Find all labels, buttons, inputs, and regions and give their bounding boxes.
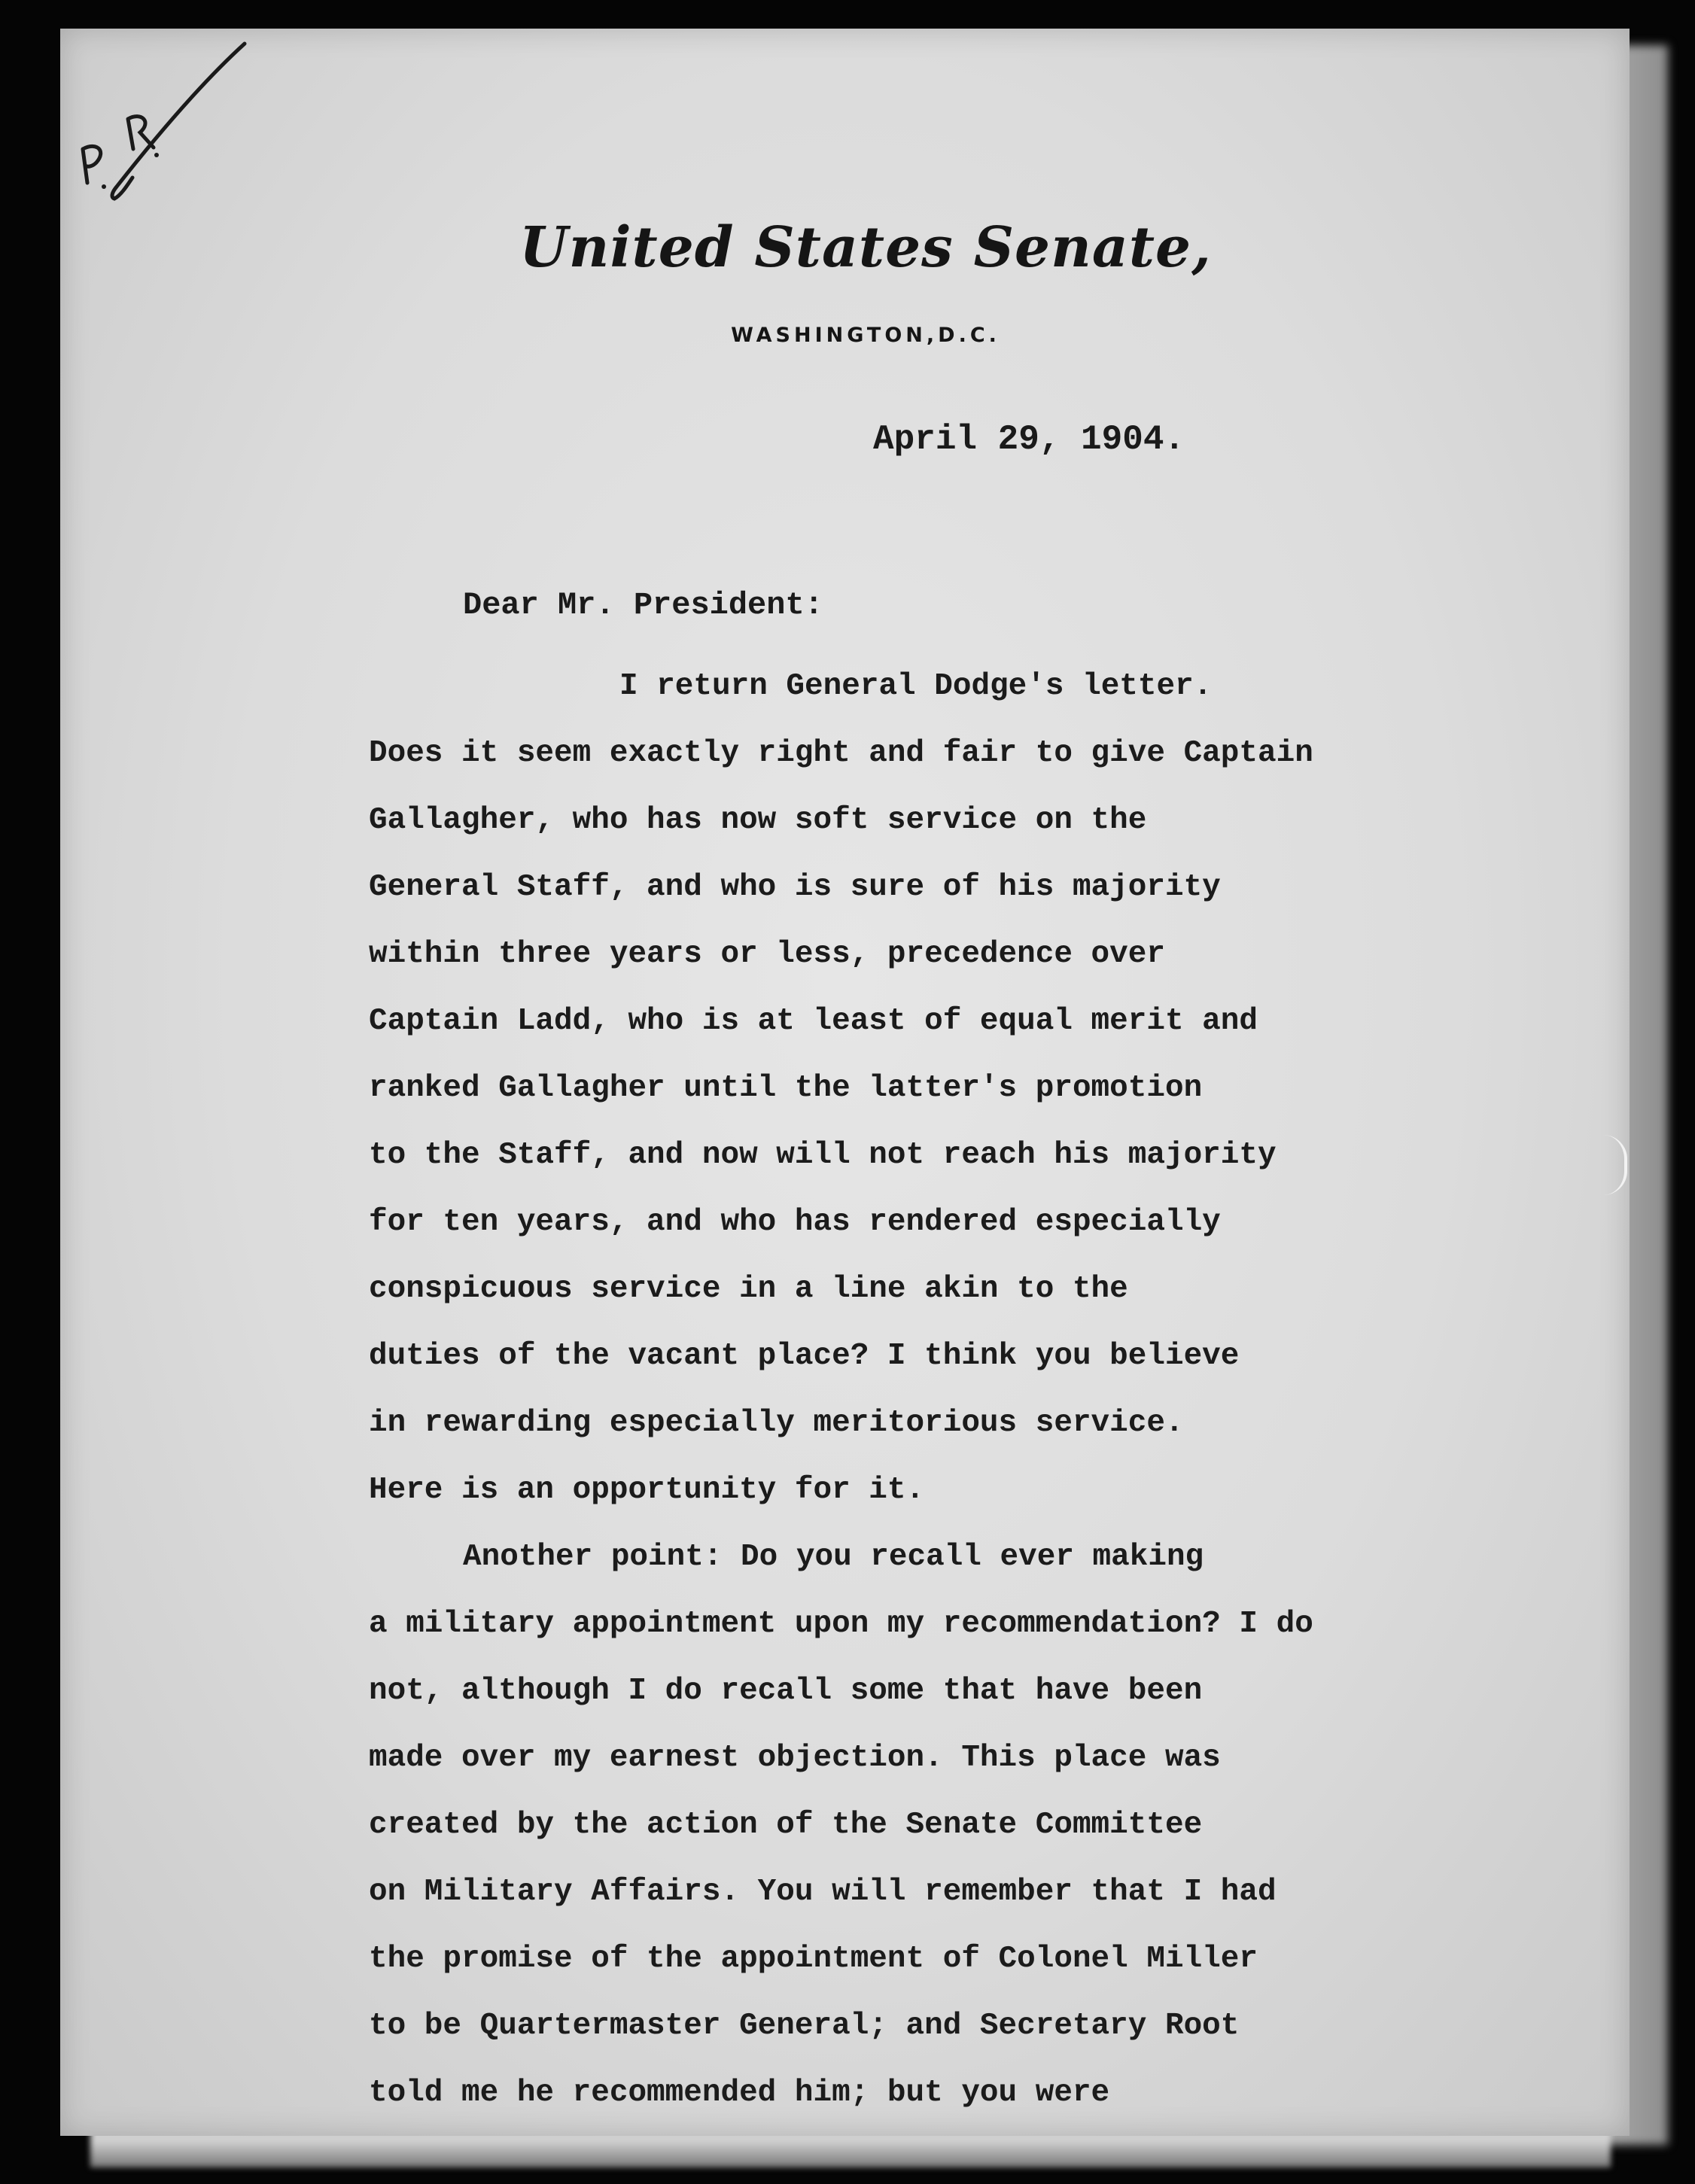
body-line: in rewarding especially meritorious service. <box>369 1406 1184 1440</box>
body-line: for ten years, and who has rendered especially <box>369 1205 1221 1240</box>
body-line: within three years or less, precedence over <box>369 937 1165 972</box>
body-line: told me he recommended him; but you were <box>369 2076 1110 2110</box>
body-line: duties of the vacant place? I think you believe <box>369 1339 1240 1373</box>
body-line: ranked Gallagher until the latter's promotion <box>369 1071 1203 1106</box>
body-line: to be Quartermaster General; and Secretary Root <box>369 2009 1240 2043</box>
body-line: the promise of the appointment of Colonel Miller <box>369 1942 1258 1976</box>
body-line: on Military Affairs. You will remember that I had <box>369 1875 1277 1909</box>
body-line: General Staff, and who is sure of his majority <box>369 870 1221 905</box>
body-line: to the Staff, and now will not reach his majority <box>369 1138 1277 1173</box>
body-line: conspicuous service in a line akin to the <box>369 1272 1128 1306</box>
handwritten-corner-note <box>60 29 256 224</box>
body-line: I return General Dodge's letter. <box>619 669 1213 704</box>
body-line: Another point: Do you recall ever making <box>463 1540 1204 1574</box>
body-line: made over my earnest objection. This place was <box>369 1741 1221 1775</box>
body-line: created by the action of the Senate Committee <box>369 1808 1203 1842</box>
letterhead-city: WASHINGTON,D.C. <box>731 324 1000 347</box>
letter-body <box>369 653 1573 2127</box>
salutation: Dear Mr. President: <box>463 587 823 623</box>
body-line: a military appointment upon my recommendation? I do <box>369 1607 1313 1641</box>
letter-date: April 29, 1904. <box>873 420 1185 459</box>
body-line: Here is an opportunity for it. <box>369 1473 925 1507</box>
letter-page <box>60 29 1630 2136</box>
body-line: Captain Ladd, who is at least of equal merit and <box>369 1004 1258 1039</box>
body-line: Gallagher, who has now soft service on the <box>369 803 1147 838</box>
body-line: Does it seem exactly right and fair to give Captain <box>369 736 1313 771</box>
paper-scratch-mark <box>1603 1135 1627 1195</box>
body-line: not, although I do recall some that have been <box>369 1674 1203 1708</box>
letterhead-title: United States Senate, <box>519 215 1212 280</box>
